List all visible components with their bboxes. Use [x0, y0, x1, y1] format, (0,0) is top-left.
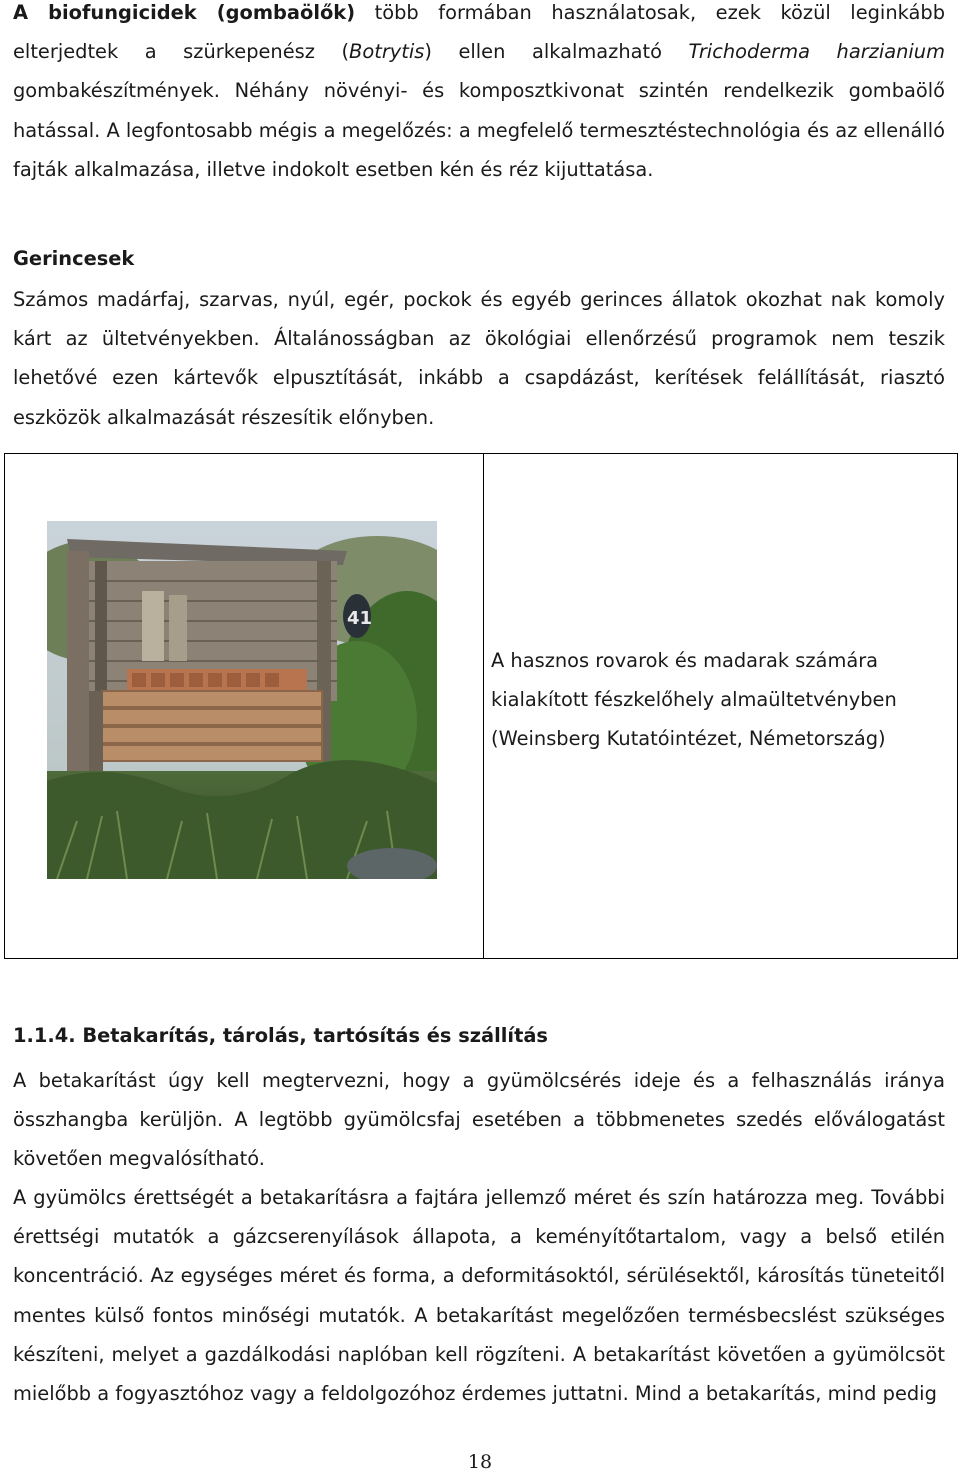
vertebrates-text: Számos madárfaj, szarvas, nyúl, egér, pockok és egyéb gerinces állatok okozhat nak komoly kárt az ültetvényekben. Általánosságban az ökológiai ellenőrzésű programok nem teszik lehetővé ezen kártevők elpusztítását, inkább a csapdázást, kerítések felállítását, riasztó eszközök alkalmazását részesítik előnyben. — [13, 288, 945, 429]
section-text-1: A betakarítást úgy kell megtervezni, hogy a gyümölcsérés ideje és a felhasználás iránya összhangba kerüljön. A legtöbb gyümölcsfaj esetében a többmenetes szedés előválogatást követően megvalósítható. — [13, 1069, 945, 1171]
intro-italic-trichoderma: Trichoderma harzianium — [688, 40, 945, 64]
figure-caption — [491, 641, 951, 759]
section-paragraph-1 — [13, 1061, 945, 1179]
intro-text-2: ) ellen alkalmazható — [424, 40, 689, 64]
vertebrates-paragraph — [13, 280, 945, 437]
section-paragraph-2 — [13, 1178, 945, 1413]
intro-bold-lead: A biofungicidek (gombaölők) — [13, 1, 356, 24]
figure-cell-divider — [483, 454, 484, 958]
vertebrates-heading: Gerincesek — [13, 247, 135, 270]
section-text-2: A gyümölcs érettségét a betakarításra a fajtára jellemző méret és szín határozza meg. További érettségi mutatók a gázcserenyílások állapota, a keményítőtartalom, vagy a belső etilén koncentráció. Az egységes méret és forma, a deformitásoktól, sérülésektől, károsítás tüneteitől mentes külső fontos minőségi mutatók. A betakarítást megelőzően termésbecslést szükséges készíteni, melyet a gazdálkodási naplóban kell rögzíteni. A betakarítást követően a gyümölcsöt mielőbb a fogyasztóhoz vagy a feldolgozóhoz érdemes juttatni. Mind a betakarítás, mind pedig — [13, 1186, 945, 1406]
insect-hotel-photo — [47, 521, 437, 879]
caption-line: A hasznos rovarok és madarak számára — [491, 649, 879, 672]
intro-paragraph — [13, 0, 945, 189]
figure-table — [4, 453, 958, 959]
page-number: 18 — [467, 1451, 493, 1473]
intro-text-3: gombakészítmények. Néhány növényi- és komposztkivonat szintén rendelkezik gombaölő hatással. A legfontosabb mégis a megelőzés: a megfelelő termesztéstechnológia és az ellenálló fajták alkalmazása, illetve indokolt esetben kén és réz kijuttatása. — [13, 79, 945, 181]
caption-line: (Weinsberg Kutatóintézet, Németország) — [491, 727, 886, 751]
intro-text-1: több formában használatosak, ezek közül leginkább elterjedtek a szürkepenész ( — [13, 1, 945, 64]
caption-line: kialakított fészkelőhely almaültetvényben — [491, 688, 897, 712]
section-heading: 1.1.4. Betakarítás, tárolás, tartósítás és szállítás — [13, 1024, 548, 1047]
photo-sign-number: 41 — [347, 608, 373, 629]
intro-italic-botrytis: Botrytis — [349, 40, 425, 64]
